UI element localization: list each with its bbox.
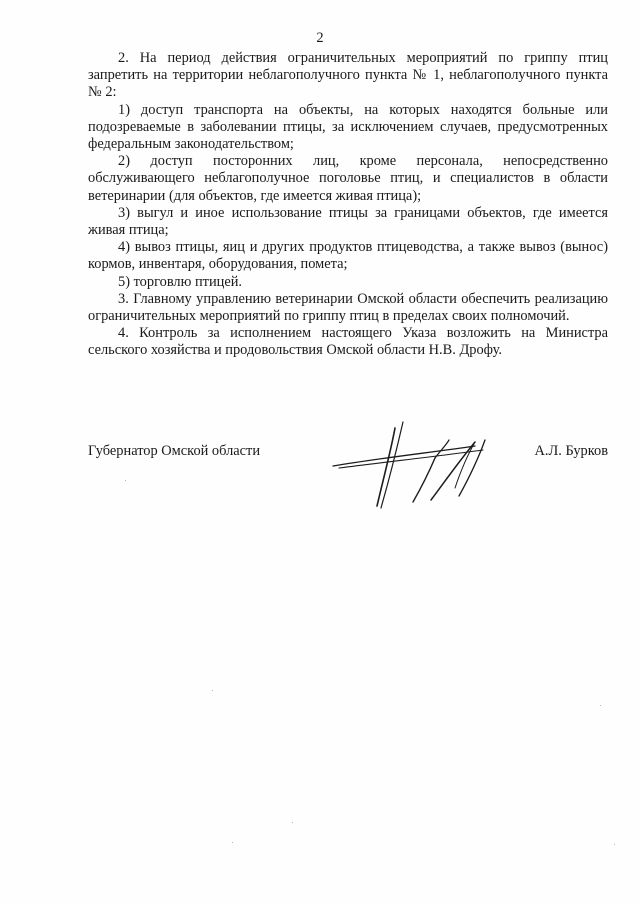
scan-speck bbox=[614, 844, 615, 845]
scan-speck bbox=[125, 480, 126, 481]
document-body bbox=[88, 50, 608, 360]
page-number: 2 bbox=[316, 30, 324, 46]
scan-speck bbox=[292, 822, 293, 823]
handwritten-signature bbox=[325, 410, 510, 515]
scan-speck bbox=[600, 705, 601, 706]
scan-speck bbox=[232, 842, 233, 843]
paragraph-item-3: 3) выгул и иное использование птицы за границами объектов, где имеется живая птица; bbox=[88, 204, 608, 239]
paragraph-item-1: 1) доступ транспорта на объекты, на которых находятся больные или подозреваемые в заболевании птицы, за исключением случаев, предусмотренных федеральным законодательством; bbox=[88, 101, 608, 153]
paragraph-clause-3: 3. Главному управлению ветеринарии Омской области обеспечить реализацию ограничительных мероприятий по гриппу птиц в пределах своих полномочий. bbox=[88, 290, 608, 325]
paragraph-clause-4: 4. Контроль за исполнением настоящего Указа возложить на Министра сельского хозяйства и продовольствия Омской области Н.В. Дрофу. bbox=[88, 325, 608, 359]
paragraph-clause-2: 2. На период действия ограничительных мероприятий по гриппу птиц запретить на территории неблагополучного пункта № 1, неблагополучного пункта № 2: bbox=[88, 50, 608, 101]
signatory-name: А.Л. Бурков bbox=[534, 443, 608, 459]
paragraph-item-4: 4) вывоз птицы, яиц и других продуктов птицеводства, а также вывоз (вынос) кормов, инвентаря, оборудования, помета; bbox=[88, 239, 608, 273]
scan-speck bbox=[212, 690, 213, 691]
signatory-title: Губернатор Омской области bbox=[88, 443, 261, 459]
paragraph-item-2: 2) доступ посторонних лиц, кроме персонала, непосредственно обслуживающего неблагополучное поголовье птиц, и специалистов в области ветеринарии (для объектов, где имеется живая птица); bbox=[88, 153, 608, 204]
paragraph-item-5: 5) торговлю птицей. bbox=[118, 273, 243, 290]
